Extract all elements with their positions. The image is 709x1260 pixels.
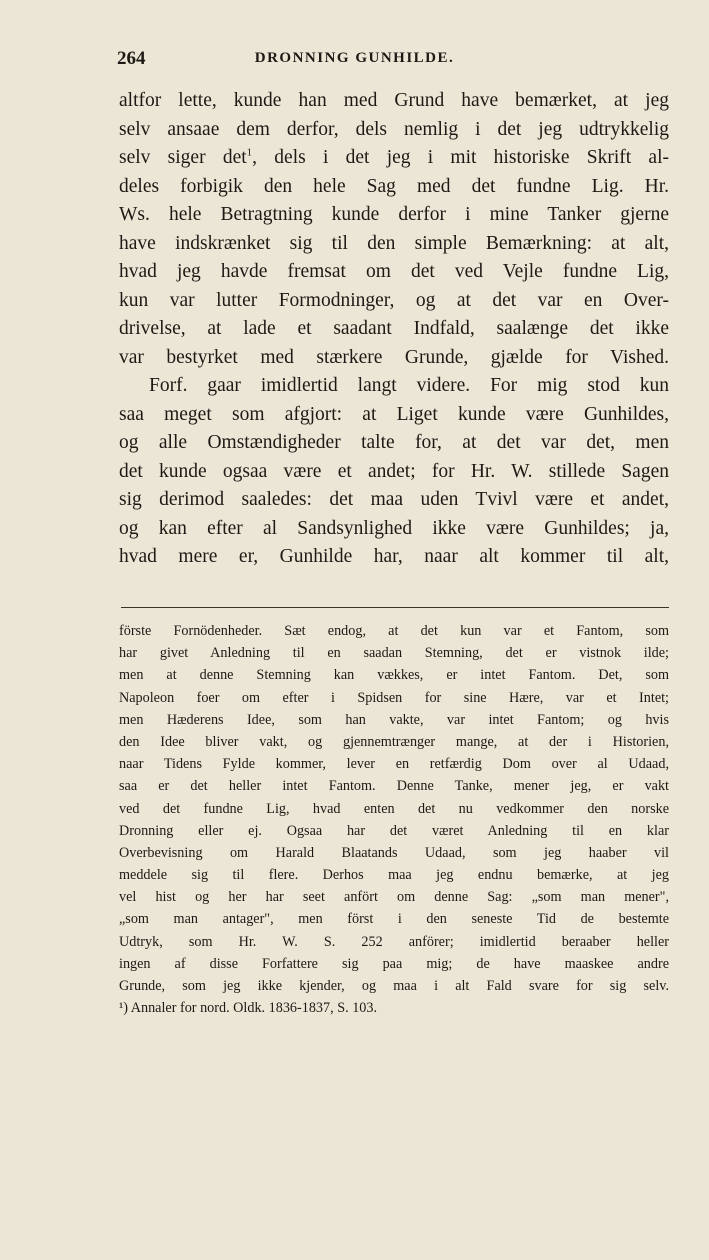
footnote-line: meddele sig til flere. Derhos maa jeg endnu bemærke, at jeg [119,867,669,884]
footnote-line: vel hist og her har seet anfört om denne Sag: „som man mener", [119,889,669,906]
running-title: DRONNING GUNHILDE. [254,50,455,66]
footnote-line: Dronning eller ej. Ogsaa har det været Anledning til en klar [119,822,669,839]
body-line: sig derimod saaledes: det maa uden Tvivl være et andet, [119,489,669,510]
body-line: deles forbigik den hele Sag med det fundne Lig. Hr. [119,175,669,197]
body-line: saa meget som afgjort: at Liget kunde være Gunhildes, [119,403,669,425]
footnote-line: naar Tidens Fylde kommer, lever en retfærdig Dom over al Udaad, [119,756,669,773]
body-line: drivelse, at lade et saadant Indfald, saalænge det ikke [119,318,669,339]
body-line: og alle Omstændigheder talte for, at det var det, men [119,432,669,453]
body-text [119,87,669,572]
page-header [0,48,709,70]
body-line: Forf. gaar imidlertid langt videre. For mig stod kun [149,375,669,396]
body-line: var bestyrket med stærkere Grunde, gjælde for Vished. [119,346,669,368]
footnote-block [119,620,669,1019]
footnote-line: Grunde, som jeg ikke kjender, og maa i alt Fald svare for sig selv. [119,978,669,994]
footnote-divider [121,607,669,608]
footnote-line: Overbevisning om Harald Blaatands Udaad, som jeg haaber vil [119,844,669,861]
body-line: kun var lutter Formodninger, og at det var en Over- [119,289,669,311]
body-line-end: , dels i det jeg i mit historiske Skrift al- [252,147,670,168]
footnote-reference: 1 [246,146,253,159]
footnote-citation-text: Annaler for nord. Oldk. 1836-1837, S. 103. [130,1000,378,1017]
footnote-marker: ¹) [119,1000,128,1017]
footnote-line: Napoleon foer om efter i Spidsen for sine Hære, var et Intet; [119,689,669,706]
footnote-line: men at denne Stemning kan vækkes, er intet Fantom. Det, som [119,667,669,684]
body-line: det kunde ogsaa være et andet; for Hr. W. stillede Sagen [119,460,669,482]
footnote-line: har givet Anledning til en saadan Stemning, det er vistnok ilde; [119,645,669,662]
footnote-line: „som man antager", men först i den seneste Tid de bestemte [119,911,669,928]
footnote-line: förste Fornödenheder. Sæt endog, at det kun var et Fantom, som [119,623,669,639]
body-line: have indskrænket sig til den simple Bemærkning: at alt, [119,232,669,254]
body-line: selv ansaae dem derfor, dels nemlig i det jeg udtrykkelig [119,118,669,140]
body-line-start: selv siger det [119,147,247,168]
body-line: og kan efter al Sandsynlighed ikke være Gunhildes; ja, [119,517,669,539]
footnote-line: den Idee bliver vakt, og gjennemtrænger mange, at der i Historien, [119,733,669,750]
footnote-line: men Hæderens Idee, som han vakte, var intet Fantom; og hvis [119,711,669,728]
body-line-with-footnote-ref [119,144,669,173]
footnote-citation [119,997,669,1019]
footnote-line: ingen af disse Forfattere sig paa mig; de have maaskee andre [119,955,669,972]
body-line: Ws. hele Betragtning kunde derfor i mine Tanker gjerne [119,204,669,225]
footnote-line: saa er det heller intet Fantom. Denne Tanke, mener jeg, er vakt [119,778,669,795]
footnote-line: ved det fundne Lig, hvad enten det nu vedkommer den norske [119,800,669,817]
body-line: hvad jeg havde fremsat om det ved Vejle fundne Lig, [119,261,669,282]
body-line: hvad mere er, Gunhilde har, naar alt kommer til alt, [119,546,669,567]
footnote-line: Udtryk, som Hr. W. S. 252 anförer; imidlertid beraaber heller [119,933,669,950]
body-line: altfor lette, kunde han med Grund have bemærket, at jeg [119,90,669,111]
page-number: 264 [117,48,146,69]
